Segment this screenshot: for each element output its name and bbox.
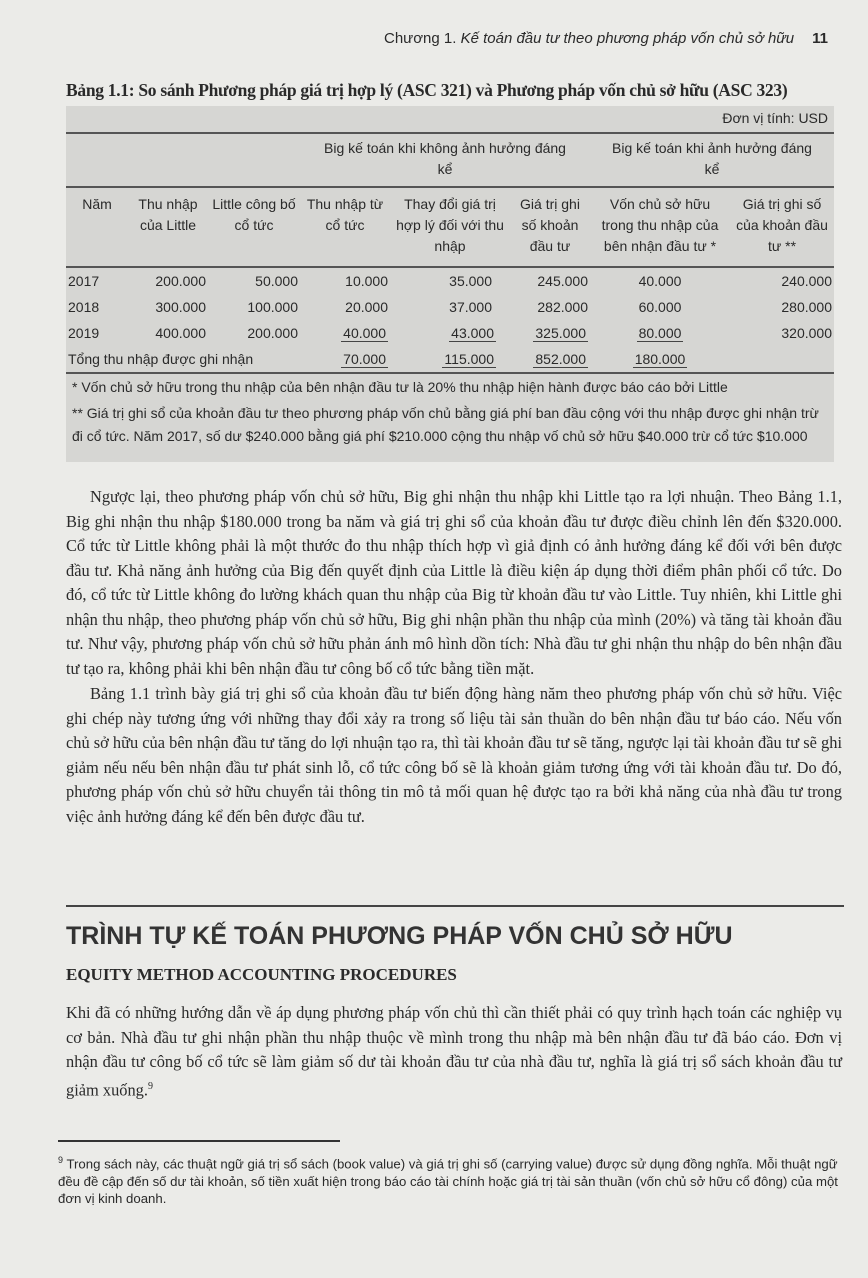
table-note-1: * Vốn chủ sở hữu trong thu nhập của bên nhận đầu tư là 20% thu nhập hiện hành được báo cáo bởi Little [72,379,728,395]
cell: 10.000 [300,267,390,294]
cell: 43.000 [451,325,494,341]
group-header-no-influence: Big kế toán khi không ảnh hưởng đáng kể [324,140,566,177]
total-cell: 180.000 [634,351,686,367]
cell: 2018 [68,299,100,315]
table-caption: Bảng 1.1: So sánh Phương pháp giá trị hợp lý (ASC 321) và Phương pháp vốn chủ sở hữu (ASC 323) [66,80,788,100]
col-header: Little công bố cổ tức [208,187,300,267]
group-header-influence: Big kế toán khi ảnh hưởng đáng kể [612,140,812,177]
table-row [66,294,834,320]
col-header: Thay đổi giá trị hợp lý đối với thu nhập [390,187,510,267]
total-cell: 852.000 [535,351,586,367]
section-paragraph-text: Khi đã có những hướng dẫn về áp dụng phương pháp vốn chủ thì cần thiết phải có quy trình hạch toán các nghiệp vụ cơ bản. Nhà đầu tư ghi nhận phần thu nhập thuộc về mình trong thu nhập mà bên nhận đầu tư đã báo cáo. Đơn vị nhận đầu tư công bố cổ tức sẽ làm giảm số dư tài khoản đầu tư của nhà đầu tư, nghĩa là giá trị sổ sách khoản đầu tư giảm xuống. [66,1003,842,1099]
total-cell: 70.000 [343,351,386,367]
cell: 60.000 [638,299,682,315]
total-row [66,346,834,372]
cell: 100.000 [247,299,298,315]
section-subheading: EQUITY METHOD ACCOUNTING PROCEDURES [66,965,457,984]
cell: 20.000 [345,299,388,315]
col-header: Giá trị ghi số khoản đầu tư [510,187,590,267]
cell: 80.000 [638,325,682,341]
footnote-divider [58,1140,340,1142]
cell: 40.000 [590,267,730,294]
table-row [66,267,834,294]
cell: 240.000 [730,267,834,294]
col-header: Thu nhập từ cổ tức [300,187,390,267]
body-paragraph: Ngược lại, theo phương pháp vốn chủ sở hữu, Big ghi nhận thu nhập khi Little tạo ra lợi nhuận. Theo Bảng 1.1, Big ghi nhận thu nhập $180.000 trong ba năm và giá trị ghi sổ của khoản đầu tư được điều chỉnh lên đến $320.000. Cổ tức từ Little không phải là một thước đo thu nhập thích hợp vì giả định có ảnh hưởng đáng kể đối với bên được đầu tư. Khả năng ảnh hưởng của Big đến quyết định của Little là điều kiện áp dụng thời điểm phân phối cổ tức. Do đó, cổ tức từ Little không đo lường khách quan thu nhập của Big từ khoản đầu tư vào Little. Tuy nhiên, khi Little ghi nhận thu nhập, theo phương pháp vốn chủ sở hữu, Big ghi nhận phần thu nhập của mình (20%) và tăng tài khoản đầu tư. Như vậy, phương pháp vốn chủ sở hữu phản ánh mô hình dồn tích: Nhà đầu tư ghi nhận thu nhập do bên nhận đầu tư tạo ra, không phải khi bên nhận đầu tư công bố cổ tức bằng tiền mặt. [66,487,842,678]
cell: 325.000 [535,325,586,341]
footnote-ref[interactable]: 9 [147,1080,153,1092]
table-bottom-rule [66,372,834,374]
cell: 35.000 [390,267,510,294]
section-heading: TRÌNH TỰ KẾ TOÁN PHƯƠNG PHÁP VỐN CHỦ SỞ HỮU [66,922,733,950]
unit-label: Đơn vị tính: USD [722,110,828,126]
cell: 200.000 [128,267,208,294]
col-header: Vốn chủ sở hữu trong thu nhập của bên nhận đầu tư * [590,187,730,267]
section-paragraph [66,1001,842,1102]
cell: 280.000 [781,299,832,315]
cell: 282.000 [537,299,588,315]
footnote [58,1152,848,1208]
total-cell: 115.000 [444,351,494,367]
chapter-title: Kế toán đầu tư theo phương pháp vốn chủ sở hữu [460,30,795,47]
section-divider [66,905,844,907]
col-header: Thu nhập của Little [128,187,208,267]
table-row [66,320,834,346]
footnote-marker: 9 [58,1155,64,1165]
cell: 2019 [68,325,100,341]
comparison-table [66,106,834,462]
cell: 320.000 [781,325,832,341]
footnote-text: Trong sách này, các thuật ngữ giá trị sổ sách (book value) và giá trị ghi số (carrying value) được sử dụng đồng nghĩa. Mỗi thuật ngữ đều đề cập đến số dư tài khoản, số tiền xuất hiện trong báo cáo tài chính hoặc giá trị tài sản thuần (vốn chủ sở hữu cổ đông) của một đơn vị kinh doanh. [58,1156,838,1207]
cell: 400.000 [155,325,206,341]
cell: 37.000 [449,299,492,315]
cell: 40.000 [343,325,386,341]
cell: 245.000 [510,267,590,294]
body-paragraph: Bảng 1.1 trình bày giá trị ghi sổ của khoản đầu tư biến động hàng năm theo phương pháp vốn chủ sở hữu. Việc ghi chép này tương ứng với những thay đổi xảy ra trong số liệu tài sản thuần do bên nhận đầu tư báo cáo. Nếu vốn chủ sở hữu của bên nhận đầu tư tăng do lợi nhuận tạo ra, thì tài khoản đầu tư sẽ tăng, ngược lại tài khoản đầu tư sẽ ghi giảm nếu nếu bên nhận đầu tư phát sinh lỗ, cổ tức công bố sẽ là khoản giảm tương ứng với tài khoản đầu tư. Do đó, phương pháp vốn chủ sở hữu chuyển tải thông tin mô tả mối quan hệ được tạo ra bởi khả năng của nhà đầu tư trong việc ảnh hưởng đáng kể đến bên được đầu tư. [66,684,842,826]
table-note-2: ** Giá trị ghi sổ của khoản đầu tư theo phương pháp vốn chủ bằng giá phí ban đầu cộng với thu nhập được ghi nhận trừ đi cổ tức. Năm 2017, số dư $240.000 bằng giá phí $210.000 cộng thu nhập vố chủ sở hữu $40.000 trừ cổ tức $10.000 [72,405,819,444]
cell: 2017 [66,267,128,294]
cell: 50.000 [208,267,300,294]
cell: 200.000 [247,325,298,341]
col-header: Giá trị ghi số của khoản đầu tư ** [730,187,834,267]
running-header [384,30,828,47]
chapter-prefix: Chương 1. [383,30,461,47]
page-number: 11 [812,30,828,47]
total-label: Tổng thu nhập được ghi nhận [68,351,254,367]
cell: 300.000 [155,299,206,315]
col-header: Năm [66,187,128,267]
